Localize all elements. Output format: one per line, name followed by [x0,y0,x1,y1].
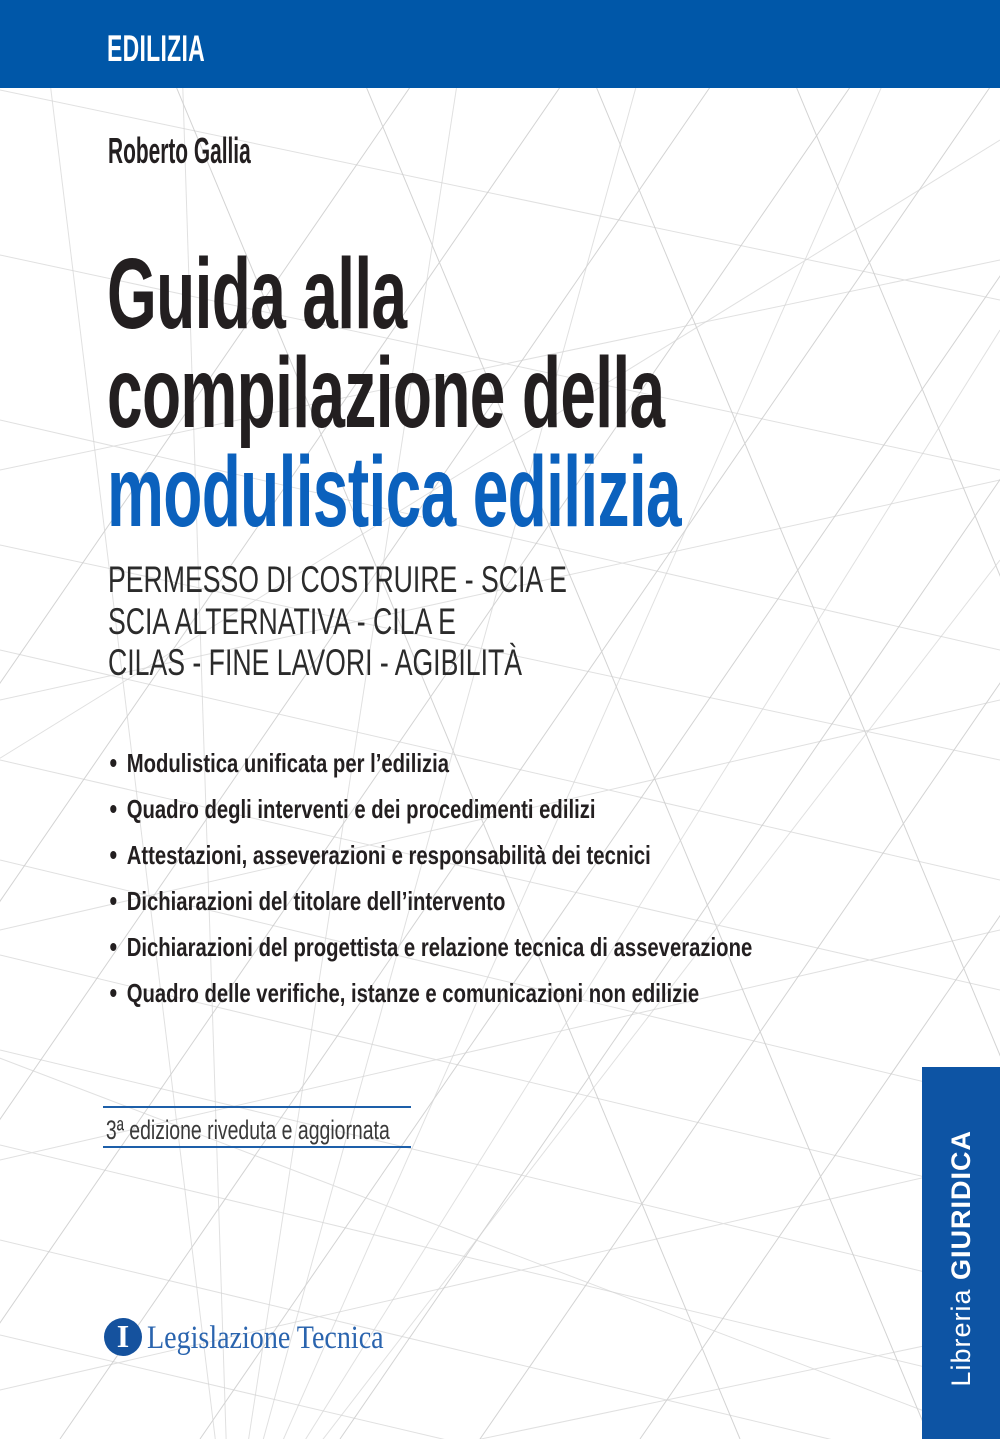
bullet-item [108,786,752,832]
bullet-text: Attestazioni, asseverazioni e responsabilità dei tecnici [126,840,651,870]
bullet-text: Quadro degli interventi e dei procedimenti edilizi [126,794,596,824]
spine-prefix: Libreria [945,1288,976,1387]
bullet-item [108,740,752,786]
edition-text: 3ª edizione riveduta e aggiornata [105,1115,390,1145]
bullet-text: Dichiarazioni del titolare dell’intervento [126,886,506,916]
bullet-item [108,970,752,1016]
title-line-2: compilazione della [107,337,665,449]
subtitle-line-3: CILAS - FINE LAVORI - AGIBILITÀ [108,642,523,683]
title-line-3: modulistica edilizia [107,436,682,548]
bullet-text: Quadro delle verifiche, istanze e comunicazioni non edilizie [126,978,700,1008]
subtitle [108,559,567,684]
highlights-list [108,740,752,1016]
bullet-item [108,878,752,924]
spine-title: GIURIDICA [945,1130,976,1281]
publisher-name: Legislazione Tecnica [147,1320,384,1356]
title-line-1: Guida alla [107,238,407,350]
bullet-item [108,924,752,970]
bullet-text: Dichiarazioni del progettista e relazione tecnica di asseverazione [126,932,753,962]
edition-badge [103,1106,411,1148]
book-title [107,238,682,548]
bullet-text: Modulistica unificata per l’edilizia [126,748,450,778]
subtitle-line-1: PERMESSO DI COSTRUIRE - SCIA E [108,559,567,600]
publisher-mark-letter: I [116,1317,130,1354]
subtitle-line-2: SCIA ALTERNATIVA - CILA E [108,600,456,642]
publisher-mark-icon [104,1318,142,1356]
author-name: Roberto Gallia [108,130,251,171]
bullet-item [108,832,752,878]
category-label: EDILIZIA [107,27,206,69]
